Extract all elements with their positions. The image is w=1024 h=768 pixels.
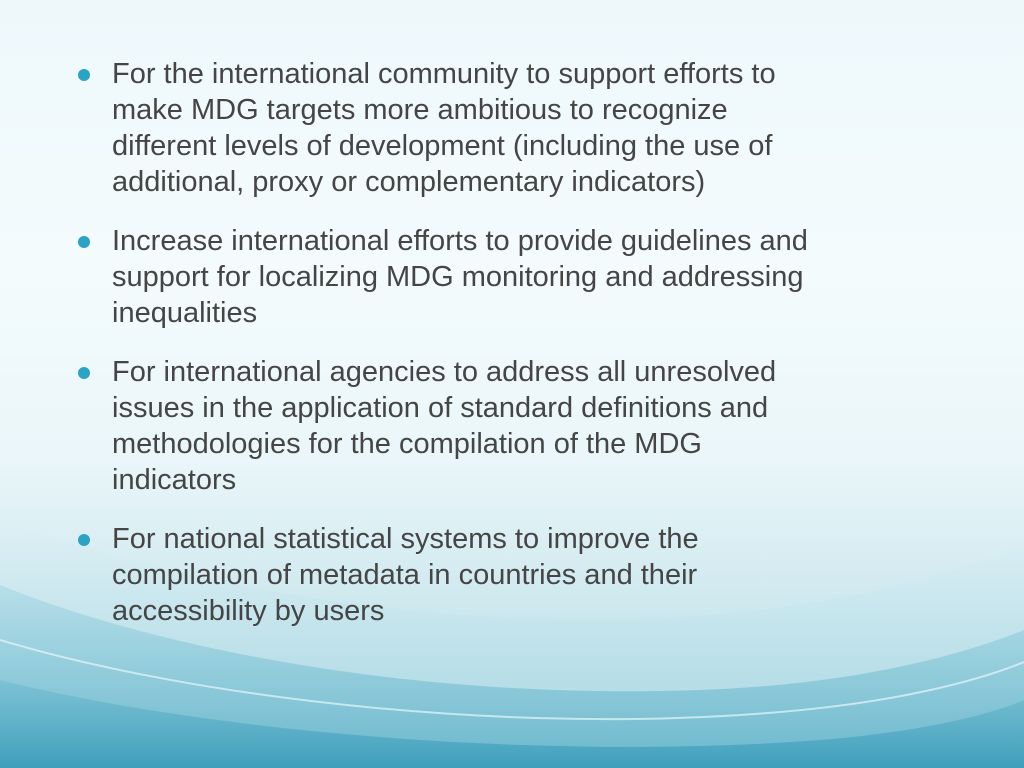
bullet-line: accessibility by users (112, 595, 385, 627)
bullet-line: methodologies for the compilation of the MDG (112, 428, 702, 460)
bullet-line: inequalities (112, 297, 258, 329)
slide-content (78, 56, 948, 652)
bullet-line: support for localizing MDG monitoring and addressing (112, 261, 804, 293)
bullet-line: make MDG targets more ambitious to recognize (112, 94, 728, 126)
bullet-line: additional, proxy or complementary indicators) (112, 166, 706, 198)
bullet-dot-icon (78, 236, 90, 248)
bullet-dot-icon (78, 534, 90, 546)
bullet-dot-icon (78, 69, 90, 81)
bullet-line: Increase international efforts to provide guidelines and (112, 225, 808, 257)
bullet-line: For international agencies to address all unresolved (112, 356, 777, 388)
bullet-item (78, 223, 948, 331)
bullet-item (78, 521, 948, 629)
bullet-line: For national statistical systems to improve the (112, 523, 699, 555)
bullet-item (78, 56, 948, 200)
bullet-item (78, 354, 948, 498)
bullet-line: compilation of metadata in countries and their (112, 559, 698, 591)
bullet-line: For the international community to support efforts to (112, 58, 776, 90)
bullet-line: issues in the application of standard definitions and (112, 392, 769, 424)
bullet-list (78, 56, 948, 629)
bullet-line: different levels of development (including the use of (112, 130, 773, 162)
bullet-line: indicators (112, 464, 237, 496)
bullet-dot-icon (78, 367, 90, 379)
